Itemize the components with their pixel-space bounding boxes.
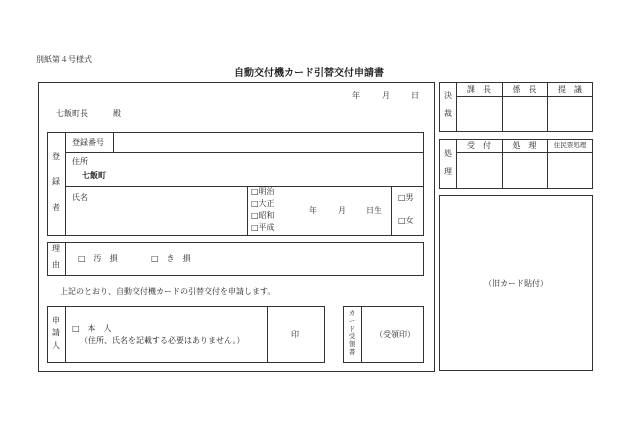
reg-number-label: 登録番号 <box>72 138 104 147</box>
applicant-block <box>47 306 325 363</box>
birth-year: 年 <box>309 206 317 215</box>
address-value: 七飯町 <box>82 171 106 180</box>
approval-label: 決 裁 <box>444 91 452 119</box>
approval-section-chief: 課 長 <box>467 85 491 94</box>
era-heisei-checkbox[interactable]: □平成 <box>251 223 275 232</box>
registrant-label: 登 録 者 <box>52 152 60 212</box>
birth-month: 月 <box>338 206 346 215</box>
card-receipt-label: カ ー ド 受 領 書 <box>348 309 356 357</box>
applicant-note: （住所、氏名を記載する必要はありません。） <box>80 336 245 345</box>
addressee-honorific: 殿 <box>113 109 121 118</box>
processing-label: 処 理 <box>444 149 452 177</box>
processing-reception: 受 付 <box>467 141 491 150</box>
birth-day: 日生 <box>366 206 382 215</box>
processing-resident-record: 住民票処理 <box>553 141 587 149</box>
reason-soiled-checkbox[interactable]: □ 汚 損 <box>78 254 118 263</box>
sex-male-checkbox[interactable]: □男 <box>398 193 414 202</box>
date-day: 日 <box>411 91 419 100</box>
address-label: 住所 <box>72 157 88 166</box>
sex-female-checkbox[interactable]: □女 <box>398 216 414 225</box>
date-month: 月 <box>382 91 390 100</box>
name-label: 氏名 <box>72 193 88 202</box>
applicant-label: 申 請 人 <box>52 316 60 350</box>
applicant-seal: 印 <box>291 330 299 339</box>
era-taisho-checkbox[interactable]: □大正 <box>251 199 275 208</box>
statement: 上記のとおり、自動交付機カードの引替交付を申請します。 <box>60 287 276 296</box>
era-meiji-checkbox[interactable]: □明治 <box>251 187 275 196</box>
reg-number-field[interactable] <box>114 133 422 151</box>
form-title: 自動交付機カード引替交付申請書 <box>234 68 384 79</box>
reason-damaged-checkbox[interactable]: □ き 損 <box>151 254 191 263</box>
name-field[interactable] <box>66 187 246 235</box>
form-number: 別紙第４号様式 <box>36 55 92 64</box>
reason-label: 理 由 <box>52 244 60 270</box>
card-receipt-seal: （受領印） <box>375 330 415 339</box>
old-card-label: （旧カード貼付） <box>484 279 548 288</box>
address-field[interactable] <box>66 153 423 185</box>
approval-subsection-chief: 係 長 <box>512 85 537 94</box>
approval-proposal: 提 議 <box>558 85 582 94</box>
date-year: 年 <box>352 91 360 100</box>
era-showa-checkbox[interactable]: □昭和 <box>251 211 275 220</box>
applicant-self-checkbox[interactable]: □ 本 人 <box>72 324 112 333</box>
processing-handling: 処 理 <box>512 141 537 150</box>
addressee-office: 七飯町長 <box>56 109 88 118</box>
